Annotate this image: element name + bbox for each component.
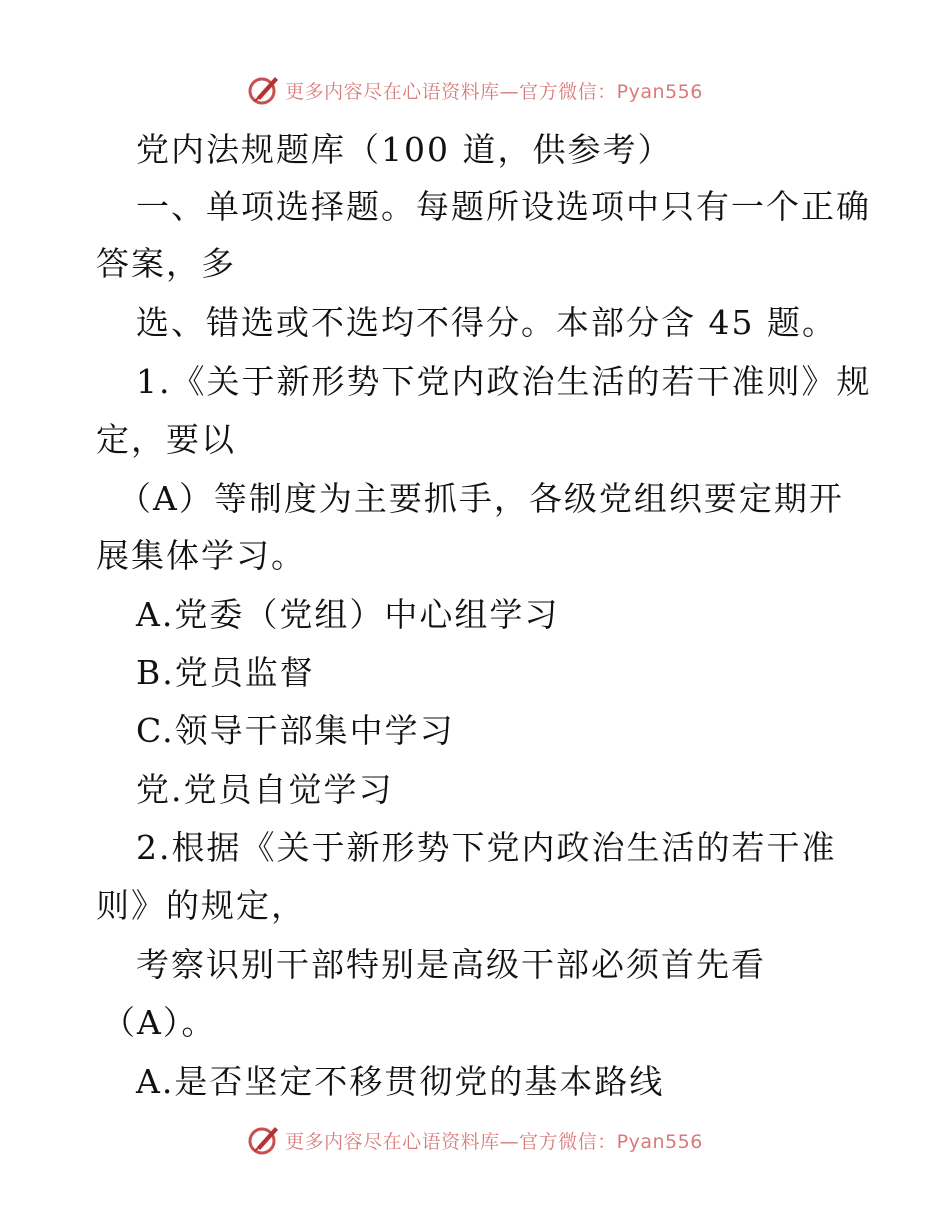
- header-watermark-banner: [0, 70, 950, 110]
- document-title: 党内法规题库（100 道，供参考）: [136, 130, 673, 169]
- question-1-line: （A）等制度为主要抓手，各级党组织要定期开: [118, 479, 844, 518]
- question-1-option-b: B.党员监督: [136, 653, 315, 692]
- question-1-line: 1.《关于新形势下党内政治生活的若干准则》规: [136, 362, 872, 401]
- paragraph-line: 选、错选或不选均不得分。本部分含 45 题。: [136, 303, 837, 342]
- watermark-text: 更多内容尽在心语资料库—官方微信：Pyan556: [285, 80, 703, 103]
- question-1-line: 展集体学习。: [96, 536, 306, 575]
- question-2-option-a: A.是否坚定不移贯彻党的基本路线: [136, 1062, 665, 1101]
- footer-watermark-banner: [0, 1120, 950, 1160]
- question-1-line: 定，要以: [96, 420, 236, 459]
- question-1-option-c: C.领导干部集中学习: [136, 711, 455, 750]
- section-heading: 一、单项选择题。每题所设选项中只有一个正确: [136, 187, 871, 226]
- paragraph-line: 答案，多: [96, 244, 236, 283]
- question-2-line: 考察识别干部特别是高级干部必须首先看: [136, 945, 766, 984]
- question-2-line: 2.根据《关于新形势下党内政治生活的若干准: [136, 828, 837, 867]
- quill-logo-icon: [247, 1123, 281, 1157]
- watermark-text: 更多内容尽在心语资料库—官方微信：Pyan556: [285, 1130, 703, 1153]
- question-2-line: 则》的规定，: [96, 886, 306, 925]
- question-1-option-a: A.党委（党组）中心组学习: [136, 595, 560, 634]
- question-2-line: （A）。: [102, 1003, 217, 1042]
- quill-logo-icon: [247, 73, 281, 107]
- question-1-option-d: 党.党员自觉学习: [136, 770, 394, 809]
